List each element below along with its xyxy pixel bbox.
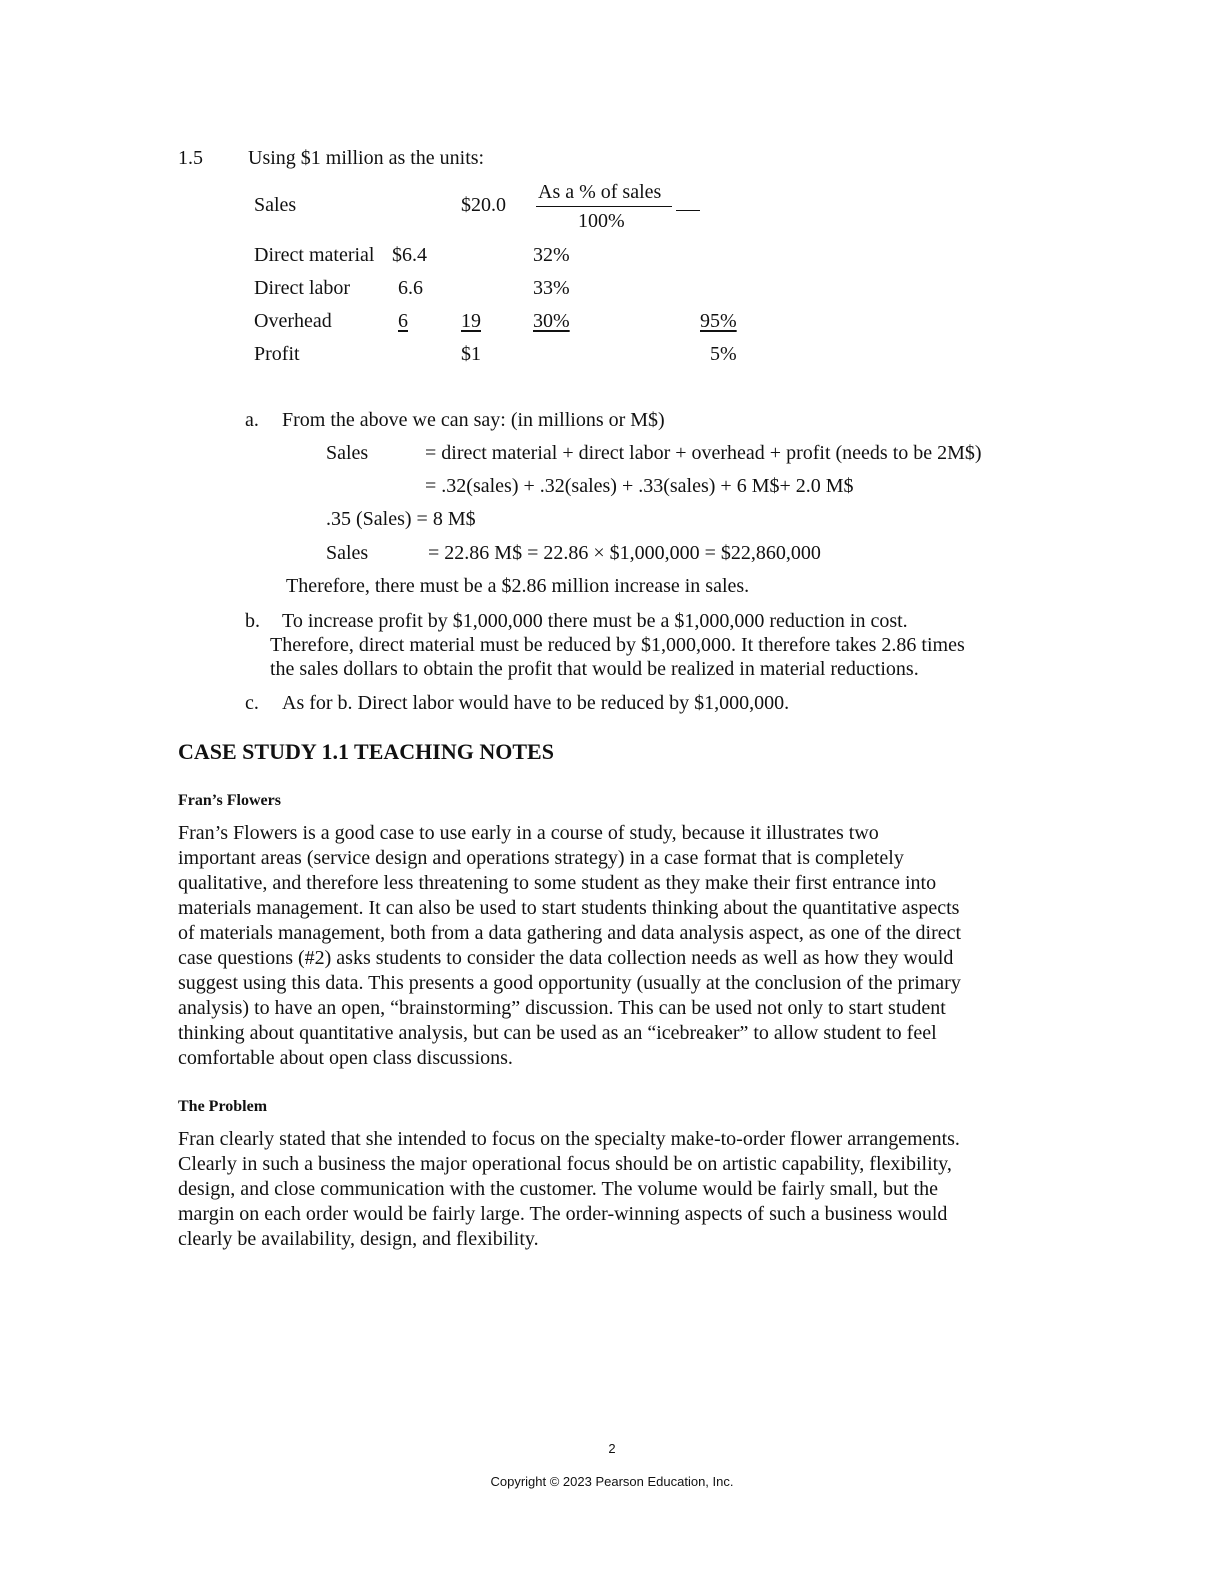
- paragraph-line: qualitative, and therefore less threatening to some student as they make their first entrance into: [178, 872, 937, 894]
- part-b-line-3: the sales dollars to obtain the profit that would be realized in material reductions.: [270, 658, 919, 680]
- paragraph-line: important areas (service design and operations strategy) in a case format that is completely: [178, 847, 904, 869]
- row-pct-sales: 100%: [578, 210, 625, 232]
- row-total-sales: $20.0: [461, 194, 506, 216]
- paragraph-line: comfortable about open class discussions.: [178, 1047, 513, 1069]
- row-pct-direct-material: 32%: [533, 244, 570, 266]
- section-title-frans-flowers: Fran’s Flowers: [178, 792, 281, 809]
- row-label-sales: Sales: [254, 194, 297, 216]
- part-b-line-1: To increase profit by $1,000,000 there must be a $1,000,000 reduction in cost.: [282, 610, 908, 632]
- part-a-conclusion: Therefore, there must be a $2.86 million increase in sales.: [286, 575, 750, 597]
- part-a-text: From the above we can say: (in millions or M$): [282, 409, 665, 431]
- case-study-heading: CASE STUDY 1.1 TEACHING NOTES: [178, 739, 554, 764]
- part-c-marker: c.: [245, 692, 259, 714]
- paragraph-line: clearly be availability, design, and flexibility.: [178, 1228, 539, 1250]
- paragraph-line: margin on each order would be fairly large. The order-winning aspects of such a business would: [178, 1203, 948, 1225]
- paragraph-line: analysis) to have an open, “brainstorming” discussion. This can be used not only to start student: [178, 997, 946, 1019]
- equation-3: .35 (Sales) = 8 M$: [326, 508, 476, 530]
- row-sum-pct-profit: 5%: [710, 343, 737, 365]
- row-label-direct-labor: Direct labor: [254, 277, 351, 299]
- row-pct-direct-labor: 33%: [533, 277, 570, 299]
- row-cost-overhead: 6: [398, 310, 408, 332]
- paragraph-line: thinking about quantitative analysis, but can be used as an “icebreaker” to allow student to feel: [178, 1022, 937, 1044]
- paragraph-line: suggest using this data. This presents a good opportunity (usually at the conclusion of the primary: [178, 972, 961, 994]
- paragraph-line: design, and close communication with the customer. The volume would be fairly small, but the: [178, 1178, 939, 1200]
- paragraph-line: case questions (#2) asks students to consider the data collection needs as well as how they would: [178, 947, 954, 969]
- the-problem-paragraph: [178, 1127, 1048, 1252]
- problem-intro: Using $1 million as the units:: [248, 147, 485, 169]
- part-c-text: As for b. Direct labor would have to be reduced by $1,000,000.: [282, 692, 790, 714]
- page-number: 2: [608, 1441, 616, 1456]
- row-total-overhead: 19: [461, 310, 481, 332]
- row-label-direct-material: Direct material: [254, 244, 375, 266]
- equation-1-lhs: Sales: [326, 442, 369, 464]
- equation-4-rhs: = 22.86 M$ = 22.86 × $1,000,000 = $22,860,000: [428, 542, 821, 564]
- row-cost-direct-material: $6.4: [392, 244, 427, 266]
- header-rule: [536, 206, 672, 207]
- row-label-overhead: Overhead: [254, 310, 332, 332]
- copyright-notice: Copyright © 2023 Pearson Education, Inc.: [490, 1474, 734, 1489]
- row-sum-pct-overhead: 95%: [700, 310, 737, 332]
- equation-1-rhs: = direct material + direct labor + overhead + profit (needs to be 2M$): [425, 442, 982, 464]
- equation-2-rhs: = .32(sales) + .32(sales) + .33(sales) + 6 M$+ 2.0 M$: [425, 475, 854, 497]
- frans-flowers-paragraph: [178, 821, 1048, 1071]
- pct-column-header: As a % of sales: [538, 181, 662, 203]
- part-a-marker: a.: [245, 409, 259, 431]
- part-b-marker: b.: [245, 610, 260, 632]
- row-cost-direct-labor: 6.6: [398, 277, 423, 299]
- row-total-profit: $1: [461, 343, 481, 365]
- paragraph-line: Fran clearly stated that she intended to focus on the specialty make-to-order flower arrangements.: [178, 1128, 960, 1150]
- paragraph-line: materials management. It can also be used to start students thinking about the quantitative aspects: [178, 897, 960, 919]
- section-title-the-problem: The Problem: [178, 1098, 268, 1115]
- problem-number: 1.5: [178, 147, 203, 169]
- row-pct-overhead: 30%: [533, 310, 570, 332]
- paragraph-line: of materials management, both from a data gathering and data analysis aspect, as one of the direct: [178, 922, 962, 944]
- paragraph-line: Fran’s Flowers is a good case to use early in a course of study, because it illustrates two: [178, 822, 879, 844]
- row-label-profit: Profit: [254, 343, 300, 365]
- equation-4-lhs: Sales: [326, 542, 369, 564]
- header-rule-short: [676, 210, 700, 211]
- paragraph-line: Clearly in such a business the major operational focus should be on artistic capability, flexibility,: [178, 1153, 952, 1175]
- part-b-line-2: Therefore, direct material must be reduced by $1,000,000. It therefore takes 2.86 times: [270, 634, 965, 656]
